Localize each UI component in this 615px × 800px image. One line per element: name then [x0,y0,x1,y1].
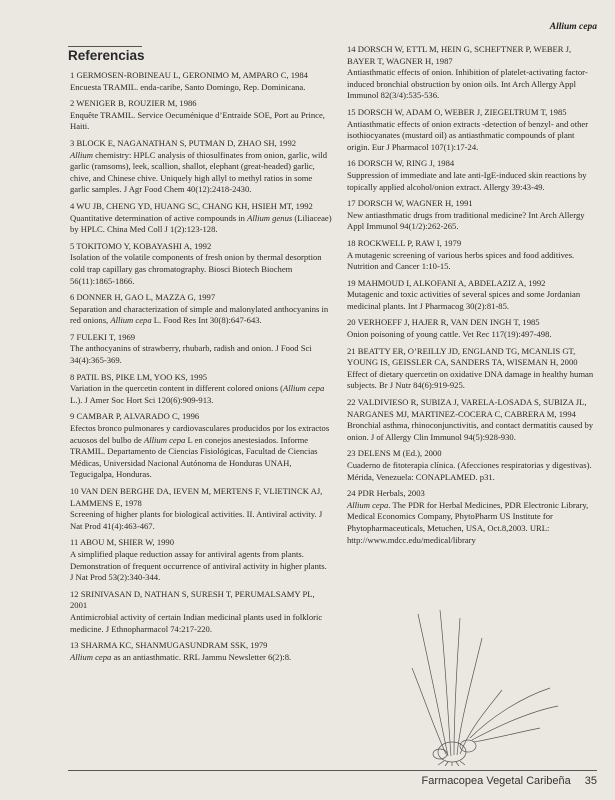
citation-text: L en conejos anestesiados. Informe TRAMIL. Departamento de Ciencias Fisiológicas, Facultad de Ciencias Médicas, Universidad Nacional Autónoma de Honduras UNAH, Tegucigalpa, Honduras. [70,434,318,480]
reference-entry [70,98,332,133]
reference-authors: 24 PDR Herbals, 2003 [347,488,425,499]
reference-citation [70,304,332,327]
reference-citation [347,460,595,483]
reference-citation [347,420,595,443]
page-number: 35 [584,775,597,787]
reference-authors: 22 VALDIVIESO R, SUBIZA J, VARELA-LOSADA S, SUBIZA JL, NARGANES MJ, MARTINEZ-COCERA C, CABRERA M, 1994 [347,397,587,419]
reference-entry [347,448,595,483]
reference-entry [347,107,595,153]
reference-citation [347,250,595,273]
citation-text: Onion poisoning of young cattle. Vet Rec 117(19):497-498. [347,329,552,340]
citation-text: Separation and characterization of simple and malonylated anthocyanins in red onions, [70,303,329,326]
reference-entry [347,198,595,233]
citation-text: A simplified plaque reduction assay for antiviral agents from plants. Demonstration of frequent occurrence of antiviral activity in higher plants. J Nat Prod 53(2):340-344. [70,548,327,583]
reference-entry [70,292,332,327]
reference-entry [70,372,332,407]
reference-citation [347,119,595,154]
species-name: Allium cepa [144,434,186,445]
reference-authors: 16 DORSCH W, RING J, 1984 [347,158,455,169]
reference-citation [347,289,595,312]
reference-authors: 6 DONNER H, GAO L, MAZZA G, 1997 [70,292,216,303]
reference-entry [70,332,332,367]
section-heading: Referencias [68,48,145,63]
reference-entry [70,138,332,196]
reference-citation [347,67,595,102]
reference-entry [70,241,332,287]
citation-text: Cuaderno de fitoterapia clínica. (Afecciones respiratorias y digestivas). Mérida, Venezuela: CONAPLAMED. p31. [347,460,592,482]
reference-entry [347,488,595,546]
reference-entry [347,158,595,193]
reference-authors: 5 TOKITOMO Y, KOBAYASHI A, 1992 [70,240,212,251]
reference-citation [70,82,332,94]
citation-text: L. Food Res Int 30(8):647-643. [151,315,262,326]
reference-authors: 7 FULEKI T, 1969 [70,331,136,342]
citation-text: Antimicrobial activity of certain Indian medicinal plants used in folkloric medicine. J Ethnopharmacol 74:217-220. [70,611,323,634]
citation-text: The anthocyanins of strawberry, rhubarb, radish and onion. J Food Sci 34(4):365-369. [70,343,312,366]
reference-citation [70,652,332,664]
species-name: Allium genus [247,212,293,223]
footer-journal: Farmacopea Vegetal Caribeña [421,775,571,787]
reference-citation [70,383,332,406]
citation-text: Bronchial asthma, rhinoconjunctivitis, and contact dermatitis caused by onion. J of Allergy Clin Immunol 94(5):928-930. [347,420,594,442]
reference-authors: 13 SHARMA KC, SHANMUGASUNDRAM SSK, 1979 [70,640,268,651]
reference-authors: 23 DELENS M (Ed.), 2000 [347,448,442,459]
onion-plant-illustration [410,608,560,766]
reference-entry [347,346,595,392]
reference-entry [347,397,595,443]
species-name: Allium cepa [282,383,325,394]
reference-authors: 9 CAMBAR P, ALVARADO C, 1996 [70,411,200,422]
heading-rule [68,46,142,47]
reference-authors: 21 BEATTY ER, O’REILLY JD, ENGLAND TG, MCANLIS GT, YOUNG IS, GEISSLER CA, SANDERS TA, WISEMAN H, 2000 [347,345,578,368]
citation-text: Suppression of immediate and late anti-IgE-induced skin reactions by topically applied alcohol/onion extract. Allergy 39:43-49. [347,169,587,192]
reference-citation [70,252,332,287]
citation-text: Effect of dietary quercetin on oxidative DNA damage in healthy human subjects. Br J Nutr 84(6):919-925. [347,368,594,391]
reference-authors: 15 DORSCH W, ADAM O, WEBER J, ZIEGELTRUM T, 1985 [347,106,567,117]
reference-authors: 20 VERHOEFF J, HAJER R, VAN DEN INGH T, 1985 [347,317,540,328]
reference-entry [347,317,595,340]
reference-citation [70,213,332,236]
reference-citation [347,500,595,546]
reference-citation [347,369,595,392]
reference-citation [70,343,332,366]
reference-entry [70,537,332,583]
citation-text: . The PDR for Herbal Medicines, PDR Electronic Library, Medical Economics Company, PhytoPharm US Institute for Phytopharmaceuticals, Metuchen, USA, Oct.8,2003. URL: http://www.mdcc.edu/medical/library [347,499,589,545]
citation-text: (Liliaceae) by HPLC. China Med Coll J 1(2):123-128. [70,212,332,235]
citation-text: chemistry: HPLC analysis of thiosulfinates from onion, garlic, wild garlic (ramsoms), leek, scallion, shallot, elephant (great-headed) garlic, chive, and Chinese chive. Uniquely high allyl to methyl ratios in some garlic samples. J Agr Food Chem 40(12):2418-2430. [70,149,328,195]
species-name: Allium [70,149,93,160]
reference-citation [70,509,332,532]
reference-entry [347,44,595,102]
footer-rule [68,770,597,771]
reference-authors: 19 MAHMOUD I, ALKOFANI A, ABDELAZIZ A, 1992 [347,277,546,288]
citation-text: Isolation of the volatile components of fresh onion by thermal desorption cold trap capillary gas chromatography. Biosci Biotech Biochem 56(11):1865-1866. [70,252,322,286]
reference-authors: 4 WU JB, CHENG YD, HUANG SC, CHANG KH, HSIEH MT, 1992 [70,200,313,211]
citation-text: L.). J Amer Soc Hort Sci 120(6):909-913. [70,394,214,405]
reference-citation [347,329,595,341]
citation-text: Antiasthmatic effects of onion extracts -detection of benzyl- and other isothiocyanates (mustard oil) as antiasthmatic compounds of plant origin. Eur J Pharmacol 107(1):17-24. [347,118,589,152]
reference-citation [347,210,595,233]
reference-entry [347,238,595,273]
citation-text: Enquête TRAMIL. Service Oecuménique d’Entraide SOE, Port au Prince, Haiti. [70,109,325,132]
reference-entry [70,640,332,663]
reference-authors: 10 VAN DEN BERGHE DA, IEVEN M, MERTENS F, VLIETINCK AJ, LAMMENS E, 1978 [70,486,323,508]
reference-citation [70,549,332,584]
reference-entry [70,70,332,93]
reference-citation [70,150,332,196]
reference-authors: 11 ABOU M, SHIER W, 1990 [70,537,175,548]
reference-authors: 18 ROCKWELL P, RAW I, 1979 [347,237,462,248]
reference-authors: 17 DORSCH W, WAGNER H, 1991 [347,198,473,209]
references-right-column [347,44,595,551]
reference-entry [70,201,332,236]
page-footer [422,775,597,787]
citation-text: Quantitative determination of active compounds in [70,212,248,223]
species-name: Allium cepa [347,499,389,510]
reference-citation [70,423,332,481]
species-name: Allium cepa [110,315,152,326]
citation-text: Variation in the quercetin content in different colored onions ( [70,383,283,394]
reference-citation [70,110,332,133]
reference-authors: 12 SRINIVASAN D, NATHAN S, SURESH T, PERUMALSAMY PL, 2001 [70,588,315,611]
reference-citation [70,612,332,635]
citation-text: Screening of higher plants for biological activities. II. Antiviral activity. J Nat Prod 41(4):463-467. [70,509,323,531]
citation-text: New antiasthmatic drugs from traditional medicine? Int Arch Allergy Appl Immunol 94(1/2):262-265. [347,209,585,232]
citation-text: Encuesta TRAMIL. enda-caribe, Santo Domingo, Rep. Dominicana. [70,81,306,92]
reference-authors: 8 PATIL BS, PIKE LM, YOO KS, 1995 [70,371,208,382]
references-left-column [70,70,332,668]
reference-entry [70,411,332,481]
citation-text: as an antiasthmatic. RRL Jammu Newsletter 6(2):8. [111,651,292,662]
citation-text: Mutagenic and toxic activities of several spices and some Jordanian medicinal plants. Int J Pharmacog 30(2):81-85. [347,289,581,311]
citation-text: Antiasthmatic effects of onion. Inhibition of platelet-activating factor-induced bronchial obstruction by onion oils. Int Arch Allergy Appl Immunol 82(3/4):535-536. [347,67,588,101]
reference-entry [70,589,332,635]
reference-entry [347,278,595,313]
reference-citation [347,170,595,193]
reference-authors: 3 BLOCK E, NAGANATHAN S, PUTMAN D, ZHAO SH, 1992 [70,137,297,148]
citation-text: A mutagenic screening of various herbs spices and food additives. Nutrition and Cancer 1:10-15. [347,249,575,272]
reference-authors: 14 DORSCH W, ETTL M, HEIN G, SCHEFTNER P, WEBER J, BAYER T, WAGNER H, 1987 [347,44,572,66]
reference-authors: 2 WENIGER B, ROUZIER M, 1986 [70,98,197,109]
reference-entry [70,486,332,532]
reference-authors: 1 GERMOSEN-ROBINEAU L, GERONIMO M, AMPARO C, 1984 [70,70,308,80]
running-head: Allium cepa [549,22,597,32]
citation-text: Efectos bronco pulmonares y cardiovasculares producidos por los extractos acuosos del bulbo de [70,423,330,445]
species-name: Allium cepa [70,651,112,662]
